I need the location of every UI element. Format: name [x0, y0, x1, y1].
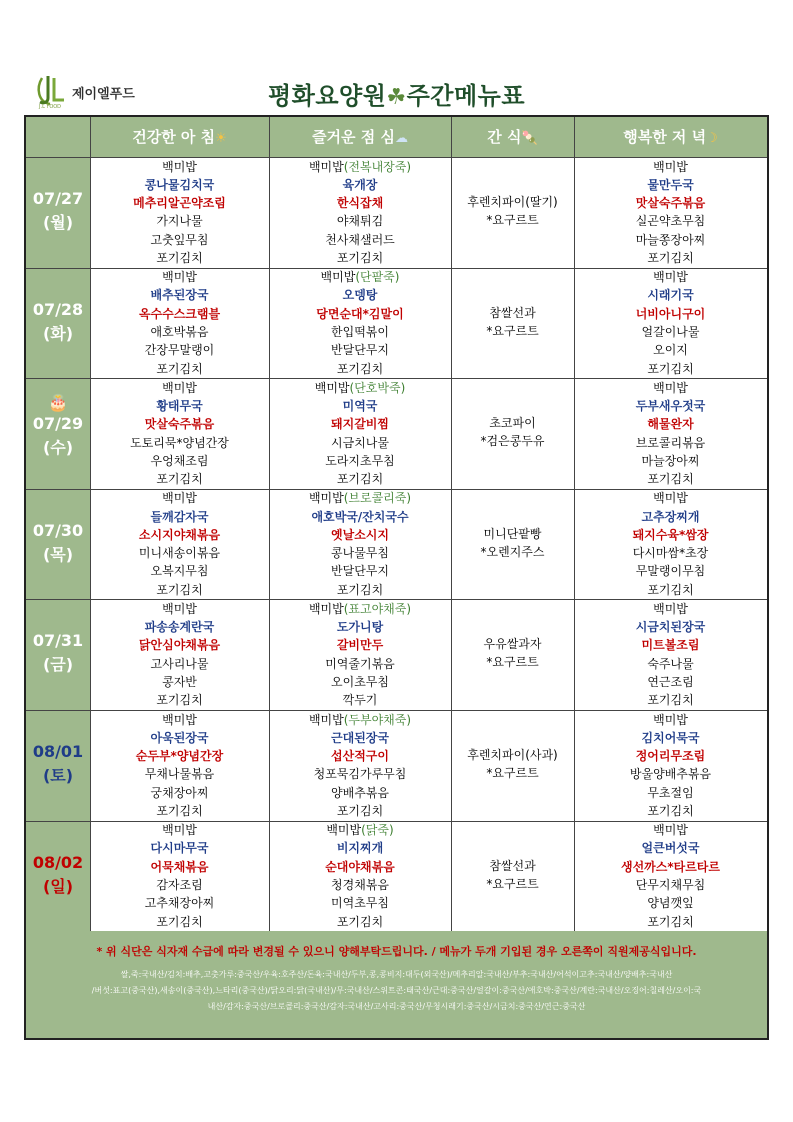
- day-date: 07/27: [32, 189, 84, 208]
- menu-item: 고사리나물: [150, 656, 209, 671]
- menu-item: 브로콜리볶음: [635, 435, 706, 450]
- menu-item: 얼큰버섯국: [641, 841, 700, 856]
- menu-item: 한식잡채: [336, 196, 384, 211]
- menu-item: *요구르트: [486, 213, 539, 227]
- menu-item: 미니새송이볶음: [138, 546, 221, 561]
- menu-item: 천사채샐러드: [325, 232, 395, 247]
- day-date: 08/02: [32, 852, 84, 872]
- menu-item: 백미밥: [162, 159, 197, 174]
- menu-item: 황태무국: [156, 398, 203, 413]
- day-label: [26, 629, 90, 677]
- menu-item: 포기김치: [336, 803, 384, 818]
- lunch-rice-line: [269, 821, 451, 839]
- origin-line: 내산/감자:중국산/브로콜리:중국산/감자:국내산/고사리:중국산/무청시래기:중국산/시금치:중국산/연근:중국산: [207, 1002, 586, 1011]
- divider: [574, 117, 575, 931]
- menu-item: 단무지채무침: [635, 877, 706, 892]
- menu-item: 숙주나물: [647, 656, 694, 671]
- day-label: [26, 187, 90, 235]
- menu-item: 소시지야채볶음: [138, 527, 221, 542]
- menu-item: 다시마무국: [150, 841, 209, 856]
- lunch-rice-line: [269, 489, 451, 507]
- menu-item: *오렌지주스: [480, 544, 545, 559]
- menu-item: 간장무말랭이: [144, 343, 215, 358]
- menu-item: 야채튀김: [336, 214, 384, 229]
- dinner-cell: [574, 489, 767, 599]
- menu-item: 오복지무침: [150, 564, 209, 579]
- divider: [26, 157, 767, 158]
- lunch-cell: [269, 158, 451, 268]
- menu-item: 고추채장아찌: [144, 896, 215, 911]
- menu-item: 백미밥: [308, 159, 344, 174]
- menu-item: 마늘쫑장아찌: [635, 232, 706, 247]
- menu-item: 김치어묵국: [641, 730, 700, 745]
- menu-item: 포기김치: [156, 914, 203, 929]
- menu-item: 무초절임: [647, 785, 694, 800]
- menu-item: 포기김치: [647, 361, 694, 376]
- menu-item: *검은콩두유: [480, 434, 545, 449]
- menu-item: 백미밥: [162, 601, 197, 616]
- breakfast-cell: [90, 158, 269, 268]
- menu-item: 콩자반: [162, 675, 197, 690]
- day-date: 08/01: [32, 742, 84, 761]
- menu-item: 오뎅탕: [342, 288, 378, 303]
- menu-item: 포기김치: [156, 582, 203, 597]
- menu-item: 고춧잎무침: [150, 232, 209, 247]
- porridge-item: (단팥죽): [355, 270, 400, 285]
- header-dinner-label: 행복한 저 녁: [623, 128, 707, 146]
- day-date: 07/31: [32, 631, 84, 651]
- menu-item: 해물완자: [647, 417, 694, 432]
- menu-item: 포기김치: [156, 693, 203, 708]
- menu-item: 다시마쌈*초장: [632, 546, 709, 561]
- divider: [451, 117, 452, 931]
- menu-item: 포기김치: [647, 250, 694, 265]
- menu-item: 백미밥: [653, 380, 688, 395]
- divider: [90, 117, 91, 931]
- menu-item: 들깨감자국: [150, 509, 209, 524]
- menu-item: 배추된장국: [150, 288, 209, 303]
- menu-item: 순대야채볶음: [325, 859, 395, 874]
- title-text: 평화요양원: [267, 82, 387, 110]
- skewer-icon: 🍡: [521, 131, 538, 146]
- cake-icon: 🎂: [48, 393, 68, 413]
- origin-info: [44, 967, 749, 1015]
- menu-item: 깍두기: [342, 693, 378, 708]
- day-date: 07/29: [32, 414, 84, 434]
- menu-item: 무채나물볶음: [144, 767, 215, 782]
- menu-item: 포기김치: [336, 582, 384, 597]
- menu-item: 미니단팥빵: [483, 526, 542, 541]
- menu-item: 방울양배추볶음: [629, 767, 712, 782]
- menu-item: 포기김치: [156, 803, 203, 818]
- snack-cell: [451, 193, 574, 229]
- menu-item: 미역초무침: [331, 896, 389, 911]
- menu-item: 오이초무침: [331, 675, 389, 690]
- dinner-cell: [574, 600, 767, 710]
- menu-item: 비지찌개: [336, 841, 384, 856]
- lunch-cell: [269, 600, 451, 710]
- menu-item: 얼갈이나물: [641, 324, 700, 339]
- menu-item: 백미밥: [162, 712, 197, 727]
- menu-item: 닭안심야채볶음: [138, 638, 221, 653]
- menu-item: 실곤약초무침: [635, 214, 706, 229]
- day-weekday: (화): [42, 323, 74, 343]
- day-weekday: (수): [42, 438, 74, 458]
- menu-item: 양배추볶음: [331, 785, 389, 800]
- porridge-item: (닭죽): [361, 823, 394, 838]
- lunch-cell: [269, 268, 451, 378]
- dinner-cell: [574, 821, 767, 931]
- menu-item: 포기김치: [647, 582, 694, 597]
- menu-item: 미트볼조림: [641, 638, 700, 653]
- snack-cell: [451, 304, 574, 340]
- menu-item: 백미밥: [653, 159, 688, 174]
- menu-item: 포기김치: [647, 914, 694, 929]
- menu-item: 미역국: [342, 398, 378, 413]
- snack-cell: [451, 414, 574, 450]
- day-weekday: (월): [42, 213, 74, 232]
- menu-item: 반달단무지: [331, 343, 389, 358]
- day-label: [26, 851, 90, 899]
- menu-item: *요구르트: [486, 323, 539, 338]
- menu-item: 콩나물김치국: [144, 177, 215, 192]
- lunch-rice-line: [269, 379, 451, 397]
- menu-item: 백미밥: [653, 270, 688, 285]
- menu-item: 순두부*양념간장: [135, 749, 224, 764]
- menu-item: 시래기국: [647, 288, 694, 303]
- brand-name: 제이엘푸드: [72, 87, 135, 102]
- breakfast-cell: [90, 600, 269, 710]
- menu-item: 도토리묵*양념간장: [130, 435, 229, 450]
- day-label: [26, 519, 90, 567]
- menu-item: 포기김치: [336, 914, 384, 929]
- day-label: [26, 394, 90, 460]
- menu-item: 무말랭이무침: [635, 564, 706, 579]
- menu-item: 어묵채볶음: [150, 859, 209, 874]
- day-date: 07/30: [32, 520, 84, 540]
- menu-item: 포기김치: [336, 361, 384, 376]
- menu-item: *요구르트: [486, 876, 539, 891]
- menu-item: 너비아니구이: [635, 306, 706, 321]
- menu-item: 당면순대*김말이: [316, 306, 404, 321]
- menu-item: 포기김치: [647, 472, 694, 487]
- menu-item: 섭산적구이: [331, 749, 389, 764]
- footer-panel: [26, 931, 767, 1038]
- menu-item: 초코파이: [489, 416, 536, 431]
- menu-item: 파송송계란국: [144, 620, 215, 635]
- porridge-item: (전복내장죽): [343, 159, 412, 174]
- header-breakfast-label: 건강한 아 침: [132, 128, 216, 146]
- menu-item: 청포묵김가루무침: [313, 767, 407, 782]
- menu-item: 백미밥: [314, 380, 350, 395]
- menu-item: 감자조림: [156, 877, 203, 892]
- header-lunch: [269, 117, 451, 157]
- menu-item: 백미밥: [162, 270, 197, 285]
- menu-item: 육개장: [342, 177, 378, 192]
- menu-item: 돼지갈비찜: [331, 417, 389, 432]
- menu-item: 도라지초무침: [325, 453, 395, 468]
- day-label: [26, 740, 90, 788]
- menu-item: 맛살숙주볶음: [144, 417, 215, 432]
- lunch-cell: [269, 379, 451, 489]
- menu-item: 연근조림: [647, 675, 694, 690]
- menu-item: 한입떡볶이: [331, 324, 389, 339]
- header-breakfast: [90, 117, 269, 157]
- menu-item: 옛날소시지: [331, 527, 389, 542]
- page-title: [0, 76, 793, 111]
- porridge-item: (표고야채죽): [343, 601, 412, 616]
- menu-item: 콩나물무침: [331, 546, 389, 561]
- menu-item: 백미밥: [653, 601, 688, 616]
- lunch-cell: [269, 489, 451, 599]
- weekly-menu-table: [24, 115, 769, 1040]
- menu-item: 두부새우젓국: [635, 398, 706, 413]
- day-date: 07/28: [32, 299, 84, 319]
- menu-item: 애호박볶음: [150, 324, 209, 339]
- menu-item: 돼지수육*쌈장: [632, 527, 709, 542]
- menu-item: 포기김치: [336, 250, 384, 265]
- dinner-cell: [574, 158, 767, 268]
- day-weekday: (금): [42, 655, 74, 675]
- header-snack: [451, 117, 574, 157]
- menu-item: 오이지: [653, 343, 688, 358]
- menu-item: 포기김치: [156, 361, 203, 376]
- menu-item: 백미밥: [326, 823, 362, 838]
- menu-item: 백미밥: [308, 491, 344, 506]
- lunch-cell: [269, 711, 451, 821]
- menu-item: 후렌치파이(딸기): [467, 195, 558, 209]
- menu-item: 양념깻잎: [647, 896, 694, 911]
- footer-note: * 위 식단은 식자재 수급에 따라 변경될 수 있으니 양해부탁드립니다. / 메뉴가 두개 기입된 경우 오른쪽이 직원제공식입니다.: [96, 945, 697, 958]
- menu-item: 도가니탕: [336, 620, 384, 635]
- porridge-item: (브로콜리죽): [343, 491, 412, 506]
- breakfast-cell: [90, 268, 269, 378]
- snack-cell: [451, 746, 574, 782]
- header-lunch-label: 즐거운 점 심: [312, 128, 395, 146]
- breakfast-cell: [90, 711, 269, 821]
- table-header: [26, 117, 767, 157]
- menu-item: 근대된장국: [331, 730, 389, 745]
- menu-item: 백미밥: [653, 712, 688, 727]
- menu-item: 백미밥: [653, 823, 688, 838]
- dinner-cell: [574, 379, 767, 489]
- lunch-rice-line: [269, 600, 451, 618]
- menu-item: 아욱된장국: [150, 730, 209, 745]
- day-weekday: (일): [42, 876, 74, 896]
- menu-item: 포기김치: [336, 472, 384, 487]
- dinner-cell: [574, 268, 767, 378]
- menu-item: 참쌀선과: [489, 305, 536, 320]
- menu-item: 궁채장아찌: [150, 785, 209, 800]
- menu-item: 백미밥: [308, 712, 344, 727]
- menu-item: 물만두국: [647, 177, 694, 192]
- porridge-item: (두부야채죽): [343, 712, 412, 727]
- header-dinner: [574, 117, 767, 157]
- menu-item: 후렌치파이(사과): [467, 748, 558, 762]
- menu-item: 시금치나물: [331, 435, 389, 450]
- menu-item: 생선까스*타르타르: [620, 859, 720, 874]
- menu-item: 맛살숙주볶음: [635, 196, 706, 211]
- menu-item: 옥수수스크램블: [138, 306, 221, 321]
- menu-item: 백미밥: [162, 380, 197, 395]
- menu-item: 백미밥: [162, 823, 197, 838]
- menu-item: 갈비만두: [336, 638, 384, 653]
- lunch-rice-line: [269, 158, 451, 176]
- menu-item: 청경채볶음: [331, 877, 389, 892]
- breakfast-cell: [90, 489, 269, 599]
- menu-item: 미역줄기볶음: [325, 656, 395, 671]
- brand-sub: J.L FOOD: [39, 104, 62, 110]
- menu-item: 가지나물: [156, 214, 203, 229]
- menu-item: 포기김치: [647, 803, 694, 818]
- dinner-cell: [574, 711, 767, 821]
- breakfast-cell: [90, 379, 269, 489]
- menu-item: 백미밥: [653, 491, 688, 506]
- menu-item: 포기김치: [156, 472, 203, 487]
- day-label: [26, 298, 90, 346]
- menu-item: 반달단무지: [331, 564, 389, 579]
- origin-line: 쌀,죽:국내산/김치:배추,고춧가루:중국산/우육:호주산/돈육:국내산/두부,콩,콩비지:대두(외국산)/메추리알:국내산/부추:국내산/어석이고추:국내산/양배추:국내산: [120, 970, 673, 979]
- menu-item: 포기김치: [647, 693, 694, 708]
- header-snack-label: 간 식: [487, 128, 522, 146]
- menu-item: 우엉채조림: [150, 453, 209, 468]
- menu-item: *요구르트: [486, 655, 539, 670]
- title-suffix: 주간메뉴표: [406, 82, 526, 110]
- porridge-item: (단호박죽): [349, 380, 406, 395]
- snack-cell: [451, 635, 574, 671]
- origin-line: /버섯:표고(중국산),새송이(중국산),느타리(중국산)/닭오리:닭(국내산)/무:국내산/스위트콘:태국산/근대:중국산/얼갈이:중국산/애호박:중국산/계란:국내산/오징어:칠레산/오이:국: [91, 986, 702, 995]
- menu-item: 애호박국/잔치국수: [311, 509, 409, 524]
- lunch-rice-line: [269, 268, 451, 286]
- sun-icon: ☀: [215, 131, 227, 146]
- menu-item: 백미밥: [308, 601, 344, 616]
- moon-icon: ☽: [706, 131, 718, 146]
- menu-item: 백미밥: [320, 270, 356, 285]
- divider: [269, 117, 270, 931]
- breakfast-cell: [90, 821, 269, 931]
- day-weekday: (토): [42, 766, 74, 785]
- menu-item: 포기김치: [156, 250, 203, 265]
- menu-item: 우유쌀과자: [483, 637, 542, 652]
- lunch-rice-line: [269, 711, 451, 729]
- menu-item: 고추장찌개: [641, 509, 700, 524]
- snack-cell: [451, 525, 574, 561]
- menu-item: 참쌀선과: [489, 858, 536, 873]
- menu-item: 백미밥: [162, 491, 197, 506]
- snack-cell: [451, 857, 574, 893]
- lunch-cell: [269, 821, 451, 931]
- leaf-icon: ☘: [386, 85, 407, 110]
- menu-item: *요구르트: [486, 766, 539, 780]
- menu-item: 마늘장아찌: [641, 453, 700, 468]
- menu-item: 시금치된장국: [635, 620, 706, 635]
- cloud-icon: ☁: [394, 131, 408, 146]
- menu-item: 정어리무조림: [635, 749, 706, 764]
- menu-item: 메추리알곤약조림: [133, 196, 226, 211]
- day-weekday: (목): [42, 544, 74, 564]
